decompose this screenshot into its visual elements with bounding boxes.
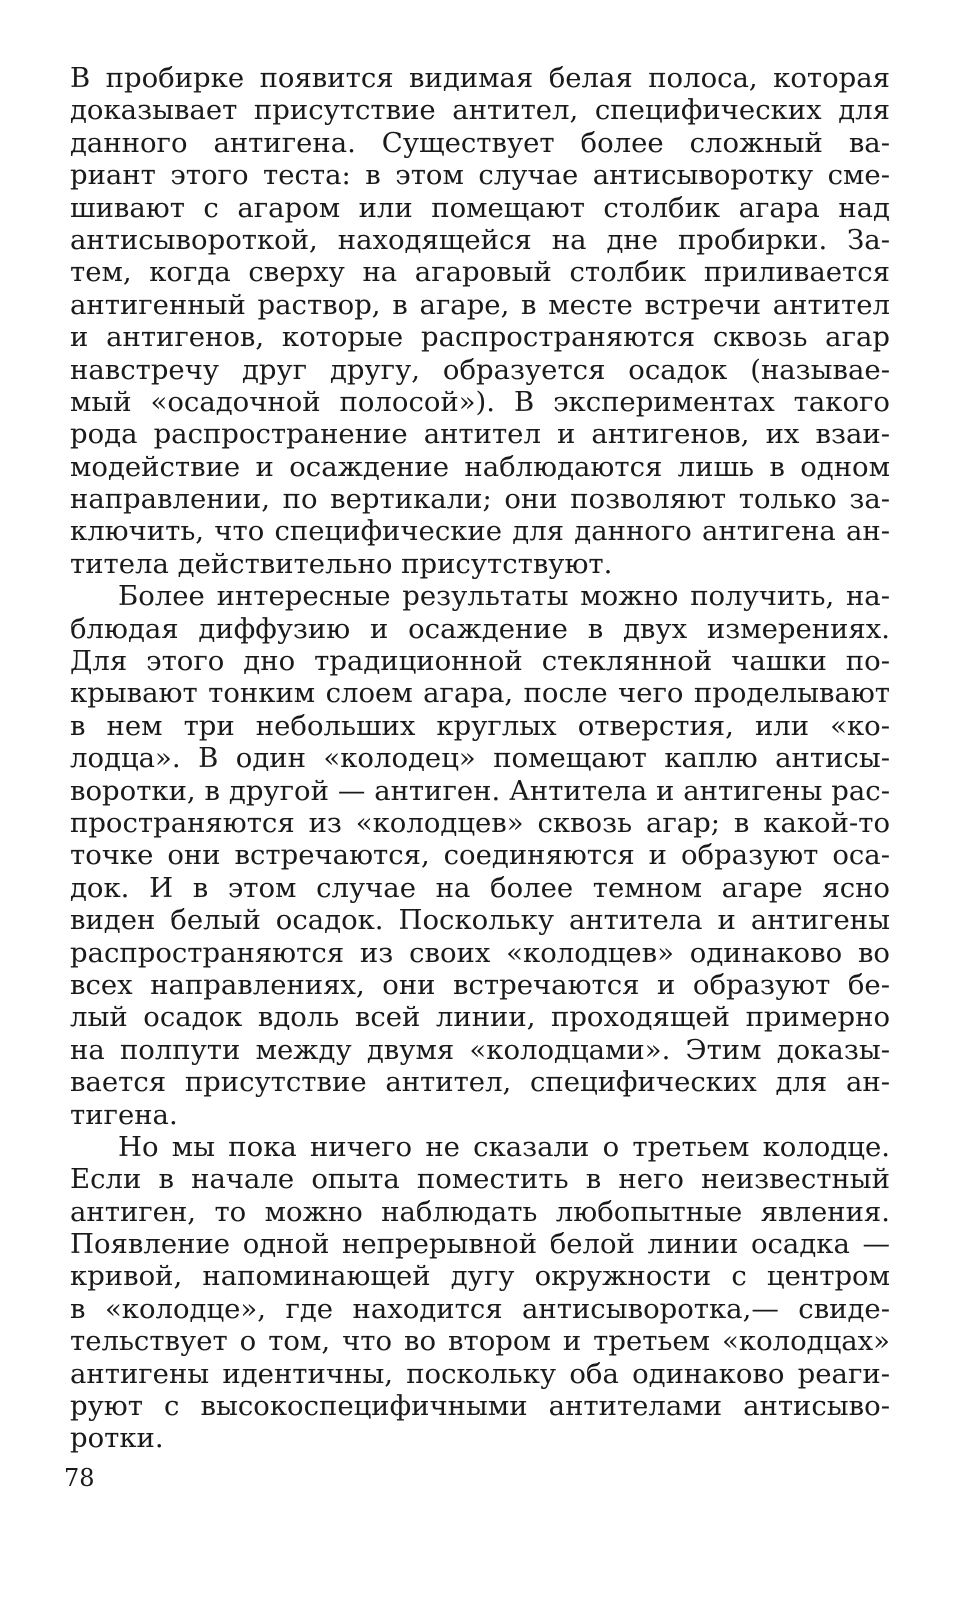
- text-line: титела действительно присутствуют.: [70, 547, 613, 580]
- text-line: тем, когда сверху на агаровый столбик приливается: [70, 256, 890, 289]
- text-line: лый осадок вдоль всей линии, проходящей примерно: [70, 1001, 890, 1034]
- text-line: виден белый осадок. Поскольку антитела и антигены: [70, 904, 890, 937]
- text-line: в «колодце», где находится антисыворотка,— свиде-: [70, 1292, 890, 1325]
- page-body: [70, 62, 890, 1455]
- text-line: точке они встречаются, соединяются и образуют оса-: [70, 839, 890, 872]
- text-line: док. И в этом случае на более темном агаре ясно: [70, 871, 890, 904]
- page-number: 78: [64, 1464, 95, 1492]
- text-line: рода распространение антител и антигенов, их взаи-: [70, 418, 890, 451]
- text-line: воротки, в другой — антиген. Антитела и антигены рас-: [70, 774, 890, 807]
- text-line: руют с высокоспецифичными антителами антисыво-: [70, 1390, 890, 1423]
- paragraph-3: [70, 1131, 890, 1455]
- paragraph-2: [70, 580, 890, 1131]
- text-line: на полпути между двумя «колодцами». Этим доказы-: [70, 1033, 890, 1066]
- text-line: Более интересные результаты можно получить, на-: [118, 580, 890, 613]
- text-line: вается присутствие антител, специфических для ан-: [70, 1066, 890, 1099]
- text-line: Для этого дно традиционной стеклянной чашки по-: [70, 645, 890, 678]
- text-line: Но мы пока ничего не сказали о третьем колодце.: [118, 1130, 890, 1163]
- text-line: пространяются из «колодцев» сквозь агар; в какой-то: [70, 806, 890, 839]
- text-line: тельствует о том, что во втором и третьем «колодцах»: [70, 1325, 890, 1358]
- text-line: антисывороткой, находящейся на дне пробирки. За-: [70, 223, 890, 256]
- text-line: ротки.: [70, 1422, 164, 1455]
- text-line: модействие и осаждение наблюдаются лишь в одном: [70, 450, 890, 483]
- text-line: крывают тонким слоем агара, после чего проделывают: [70, 677, 890, 710]
- paragraph-1: [70, 62, 890, 580]
- text-line: в нем три небольших круглых отверстия, или «ко-: [70, 709, 890, 742]
- text-line: блюдая диффузию и осаждение в двух измерениях.: [70, 612, 890, 645]
- text-line: всех направлениях, они встречаются и образуют бе-: [70, 968, 890, 1001]
- text-line: антиген, то можно наблюдать любопытные явления.: [70, 1195, 890, 1228]
- text-line: и антигенов, которые распространяются сквозь агар: [70, 321, 890, 354]
- text-line: доказывает присутствие антител, специфических для: [70, 94, 890, 127]
- text-line: В пробирке появится видимая белая полоса, которая: [70, 62, 890, 94]
- text-line: направлении, по вертикали; они позволяют только за-: [70, 483, 890, 516]
- text-line: Если в начале опыта поместить в него неизвестный: [70, 1163, 890, 1196]
- text-line: риант этого теста: в этом случае антисыворотку сме-: [70, 159, 890, 192]
- text-line: данного антигена. Существует более сложный ва-: [70, 126, 890, 159]
- text-line: ключить, что специфические для данного антигена ан-: [70, 515, 890, 548]
- text-line: антигенный раствор, в агаре, в месте встречи антител: [70, 288, 890, 321]
- text-line: шивают с агаром или помещают столбик агара над: [70, 191, 890, 224]
- text-line: распространяются из своих «колодцев» одинаково во: [70, 936, 890, 969]
- text-line: антигены идентичны, поскольку оба одинаково реаги-: [70, 1357, 890, 1390]
- text-line: мый «осадочной полосой»). В экспериментах такого: [70, 385, 890, 418]
- text-line: кривой, напоминающей дугу окружности с центром: [70, 1260, 890, 1293]
- text-line: навстречу друг другу, образуется осадок (называе-: [70, 353, 890, 386]
- text-line: лодца». В один «колодец» помещают каплю антисы-: [70, 742, 890, 775]
- text-line: Появление одной непрерывной белой линии осадка —: [70, 1228, 890, 1261]
- text-line: тигена.: [70, 1098, 178, 1131]
